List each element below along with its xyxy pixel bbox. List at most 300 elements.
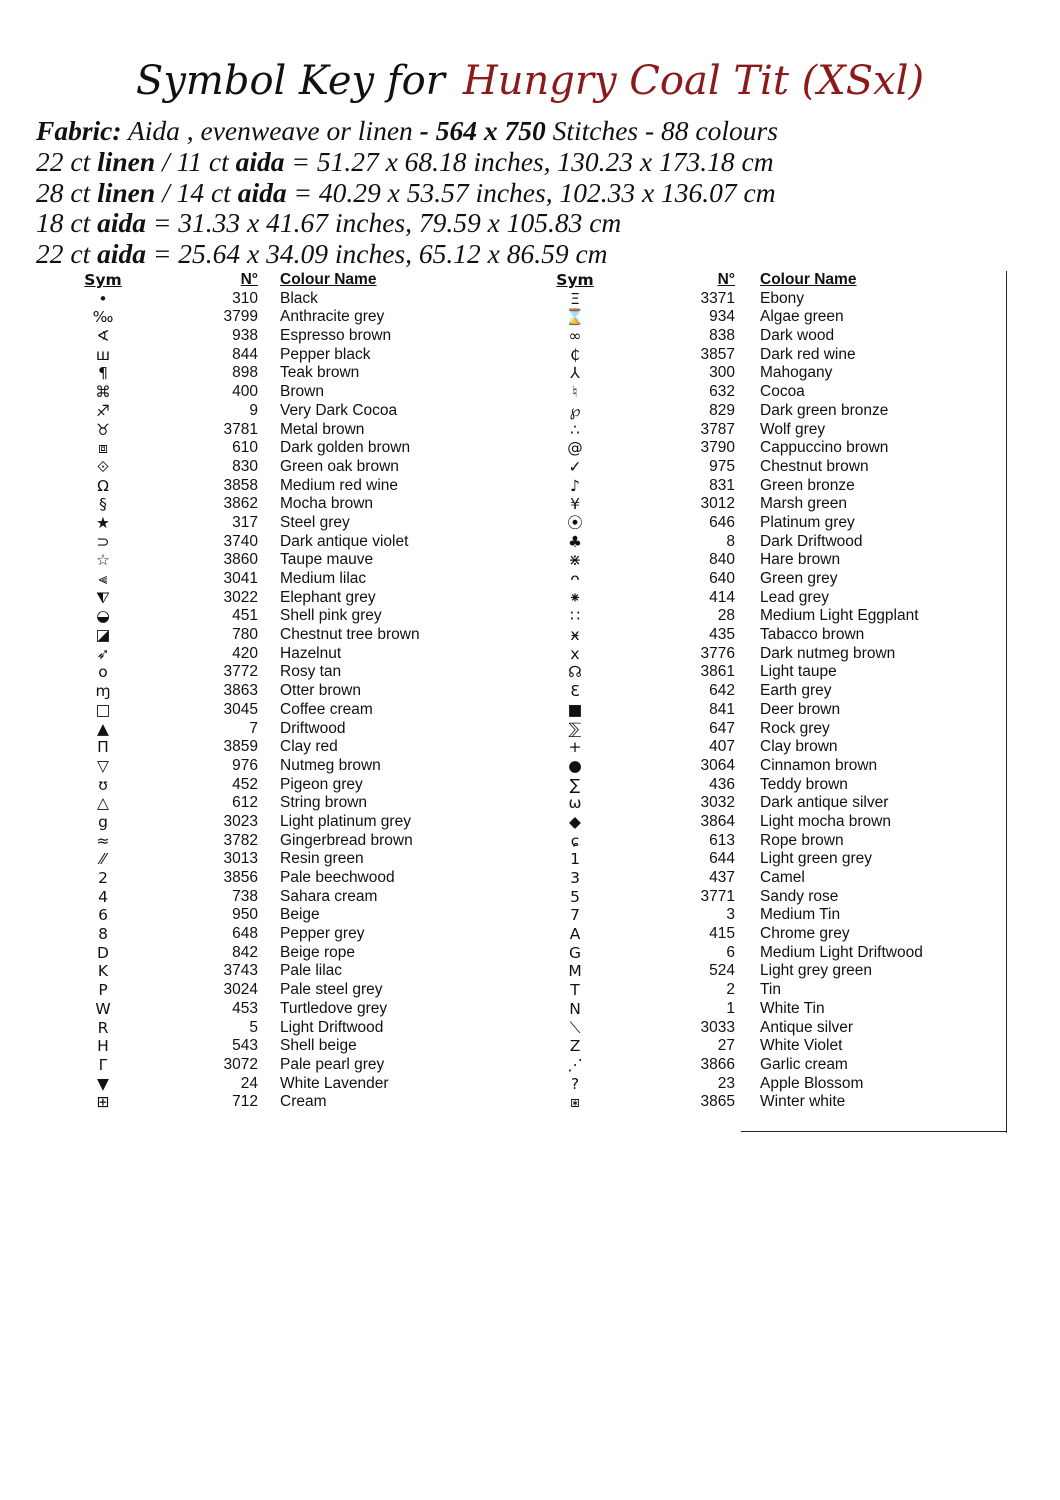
number-cell: 435 (709, 626, 735, 644)
table-row (500, 663, 1010, 682)
number-cell: 3064 (700, 756, 735, 774)
table-row (500, 925, 1010, 944)
symbol-cell: ⋰ (567, 1055, 583, 1074)
table-row (0, 495, 500, 514)
colour-name-cell: Dark wood (760, 327, 835, 345)
table-row (500, 645, 1010, 664)
colour-name-cell: Hazelnut (280, 644, 342, 662)
number-cell: 838 (709, 327, 735, 345)
symbol-cell: ⌛ (565, 308, 585, 327)
symbol-cell: ⟐ (96, 457, 110, 476)
table-row (500, 514, 1010, 533)
symbol-cell: ⧆ (570, 1093, 580, 1112)
number-cell: 524 (709, 962, 735, 980)
number-cell: 310 (232, 289, 258, 307)
fabric-label: Fabric: (36, 115, 122, 146)
number-cell: 3856 (223, 869, 258, 886)
number-cell: 317 (232, 513, 258, 531)
table-row (0, 402, 500, 421)
table-row (0, 776, 500, 795)
symbol-cell: g (98, 812, 108, 831)
colour-name-cell: Tin (760, 981, 781, 999)
colour-name-cell: Chrome grey (760, 925, 850, 943)
table-row (500, 720, 1010, 739)
size-count: 28 ct (36, 176, 98, 208)
table-row (500, 1056, 1010, 1075)
symbol-cell: ■ (567, 700, 583, 719)
number-cell: 3 (726, 906, 735, 924)
size-line (36, 208, 1046, 239)
size-fabric-2: aida (235, 145, 285, 177)
number-cell: 3861 (700, 663, 735, 681)
colour-name-cell: Clay brown (760, 738, 838, 756)
symbol-cell: ⌘ (95, 383, 111, 402)
colour-name-cell: Elephant grey (280, 588, 376, 606)
number-cell: 3787 (700, 420, 735, 438)
symbol-cell: ⟍ (569, 1018, 581, 1037)
colour-name-cell: Espresso brown (280, 327, 392, 345)
number-cell: 831 (709, 476, 735, 494)
number-cell: 738 (232, 887, 258, 905)
number-cell: 632 (709, 383, 735, 401)
number-cell: 3072 (223, 1055, 258, 1073)
number-cell: 415 (709, 925, 735, 943)
table-row (500, 832, 1010, 851)
symbol-cell: ◒ (96, 607, 110, 626)
table-row (0, 1037, 500, 1056)
colour-name-cell: Pale steel grey (280, 981, 383, 999)
table-row (0, 458, 500, 477)
table-frame-bottom (741, 1131, 1007, 1132)
symbol-cell: ∑ (569, 775, 581, 794)
table-row (0, 832, 500, 851)
symbol-cell: Ɛ (570, 682, 580, 701)
table-row (0, 738, 500, 757)
size-count: 18 ct (36, 207, 98, 239)
size-dims: = 40.29 x 53.57 inches, 102.33 x 136.07 cm (286, 176, 776, 208)
symbol-cell: ♐ (96, 401, 110, 420)
symbol-cell: ℘ (569, 401, 581, 420)
colour-name-cell: Pepper grey (280, 925, 365, 943)
size-fabric: linen (97, 145, 156, 177)
number-cell: 543 (232, 1037, 258, 1055)
symbol-cell: Γ (98, 1055, 108, 1074)
number-cell: 28 (717, 607, 735, 625)
number-cell: 938 (232, 327, 258, 345)
symbol-cell: ∷ (570, 607, 580, 626)
number-cell: 3782 (223, 831, 258, 849)
number-cell: 436 (709, 775, 735, 793)
table-header (0, 271, 500, 290)
number-cell: 3858 (223, 476, 258, 494)
number-cell: 3013 (223, 850, 258, 868)
symbol-cell: ш (95, 345, 111, 364)
fabric-line (36, 116, 1046, 147)
number-cell: 437 (709, 869, 735, 886)
number-cell: 830 (232, 457, 258, 475)
symbol-cell: ♮ (572, 383, 578, 402)
symbol-cell: G (568, 943, 581, 962)
colour-name-cell: Medium Light Driftwood (760, 943, 923, 961)
colour-name-cell: Pepper black (280, 345, 371, 363)
table-row (0, 813, 500, 832)
symbol-cell: P (98, 981, 108, 1000)
symbol-cell: W (95, 999, 111, 1018)
colour-name-cell: Chestnut brown (760, 457, 869, 475)
table-row (500, 439, 1010, 458)
table-row (500, 290, 1010, 309)
colour-name-cell: Sahara cream (280, 887, 378, 905)
number-cell: 3012 (700, 495, 735, 513)
colour-name-cell: Light grey green (760, 962, 873, 980)
colour-name-cell: Rosy tan (280, 663, 342, 681)
symbol-cell: D (97, 943, 109, 962)
table-row (500, 308, 1010, 327)
symbol-cell: ⧈ (98, 439, 108, 458)
number-cell: 3771 (700, 887, 735, 905)
number-cell: 3032 (700, 794, 735, 812)
symbol-cell: + (568, 738, 582, 757)
size-fabric: aida (97, 207, 146, 239)
colour-name-cell: Dark antique violet (280, 532, 409, 550)
symbol-cell: ☆ (96, 551, 110, 570)
number-cell: 27 (717, 1037, 735, 1055)
number-cell: 3857 (700, 345, 735, 363)
symbol-cell: ✓ (568, 457, 582, 476)
symbol-cell: ▼ (97, 1074, 109, 1093)
symbol-cell: ₵ (570, 345, 580, 364)
table-row (0, 570, 500, 589)
colour-name-cell: Hare brown (760, 551, 841, 569)
number-cell: 642 (709, 682, 735, 700)
number-cell: 841 (709, 700, 735, 718)
table-row (500, 626, 1010, 645)
table-row (500, 402, 1010, 421)
colour-name-cell: Dark nutmeg brown (760, 644, 896, 662)
colour-name-cell: Dark golden brown (280, 439, 411, 457)
colour-name-cell: Clay red (280, 738, 338, 756)
table-row (500, 850, 1010, 869)
table-row (0, 308, 500, 327)
size-fabric: linen (97, 176, 156, 208)
colour-name-cell: Winter white (760, 1093, 846, 1111)
table-row (0, 327, 500, 346)
symbol-table-right (500, 271, 1010, 1112)
symbol-cell: ⋇ (568, 551, 582, 570)
number-cell: 3781 (223, 420, 258, 438)
symbol-cell: Ξ (570, 289, 580, 308)
symbol-cell: R (97, 1018, 109, 1037)
colour-name-cell: Turtledove grey (280, 999, 388, 1017)
colour-name-cell: Light platinum grey (280, 812, 411, 830)
number-cell: 3790 (700, 439, 735, 457)
number-cell: 3862 (223, 495, 258, 513)
symbol-cell: ⁕ (568, 588, 582, 607)
number-cell: 3772 (223, 663, 258, 681)
fabric-info (36, 116, 1046, 270)
table-row (0, 925, 500, 944)
table-row (500, 607, 1010, 626)
colour-name-cell: Anthracite grey (280, 308, 385, 326)
table-row (500, 1075, 1010, 1094)
colour-name-cell: Chestnut tree brown (280, 626, 420, 644)
table-row (500, 701, 1010, 720)
colour-name-cell: Cinnamon brown (760, 756, 878, 774)
number-cell: 9 (249, 401, 258, 419)
number-cell: 3023 (223, 812, 258, 830)
number-cell: 3041 (223, 570, 258, 587)
colour-name-cell: Steel grey (280, 513, 350, 531)
number-cell: 453 (232, 999, 258, 1017)
symbol-cell: ➶ (96, 644, 110, 663)
symbol-table-left (0, 271, 500, 1112)
table-row (500, 738, 1010, 757)
number-cell: 712 (232, 1093, 258, 1111)
size-line (36, 147, 1046, 178)
symbol-cell: 5 (570, 887, 580, 906)
rows-left (0, 290, 500, 1112)
symbol-cell: ? (570, 1074, 580, 1093)
symbol-cell: N (569, 999, 581, 1018)
table-row (500, 944, 1010, 963)
number-cell: 3863 (223, 682, 258, 700)
number-cell: 420 (232, 644, 258, 662)
colour-name-cell: Taupe mauve (280, 551, 374, 569)
symbol-cell: Π (97, 738, 109, 757)
symbol-cell: T (570, 981, 580, 1000)
table-row (0, 551, 500, 570)
number-cell: 898 (232, 364, 258, 382)
table-row (500, 364, 1010, 383)
symbol-cell: □ (95, 700, 111, 719)
colour-name-cell: String brown (280, 794, 368, 812)
colour-name-cell: Garlic cream (760, 1055, 848, 1073)
symbol-cell: ʊ (98, 775, 108, 794)
table-row (0, 757, 500, 776)
colour-name-cell: Lead grey (760, 588, 829, 606)
colour-name-cell: Earth grey (760, 682, 832, 700)
number-cell: 5 (249, 1018, 258, 1036)
table-row (500, 327, 1010, 346)
colour-name-cell: Platinum grey (760, 513, 855, 531)
symbol-cell: ∢ (96, 327, 110, 346)
colour-name-cell: Medium Light Eggplant (760, 607, 919, 625)
colour-name-cell: Shell pink grey (280, 607, 382, 625)
number-cell: 3866 (700, 1055, 735, 1073)
symbol-cell: ɱ (95, 682, 111, 701)
symbol-cell: ∴ (570, 420, 580, 439)
table-row (0, 477, 500, 496)
symbol-cell: o (98, 663, 108, 682)
colour-name-cell: Teak brown (280, 364, 360, 382)
number-cell: 8 (726, 532, 735, 550)
table-row (500, 776, 1010, 795)
table-row (0, 533, 500, 552)
table-row (0, 364, 500, 383)
symbol-cell: ⦿ (567, 513, 583, 532)
table-row (0, 981, 500, 1000)
title-prefix: Symbol Key for (135, 58, 445, 104)
number-cell: 950 (232, 906, 258, 924)
colour-name-cell: Ebony (760, 289, 804, 307)
number-cell: 780 (232, 626, 258, 644)
colour-name-cell: Resin green (280, 850, 364, 868)
stitch-dims: - 564 x 750 (419, 115, 546, 146)
header-colour-name: Colour Name (760, 271, 857, 288)
symbol-cell: ⅄ (570, 364, 580, 383)
table-row (500, 794, 1010, 813)
table-row (0, 1019, 500, 1038)
number-cell: 840 (709, 551, 735, 569)
symbol-cell: A (569, 925, 581, 944)
symbol-cell: @ (567, 439, 583, 458)
colour-name-cell: Rope brown (760, 831, 844, 849)
colour-name-cell: Mocha brown (280, 495, 374, 513)
pattern-name: Hungry Coal Tit (XSxl) (462, 58, 925, 104)
symbol-cell: ⅀ (568, 719, 582, 738)
colour-name-cell: White Lavender (280, 1074, 389, 1092)
table-row (500, 981, 1010, 1000)
table-row (500, 888, 1010, 907)
symbol-cell: ◆ (569, 812, 581, 831)
size-dims: = 25.64 x 34.09 inches, 65.12 x 86.59 cm (146, 238, 608, 270)
table-row (0, 888, 500, 907)
table-row (500, 570, 1010, 589)
colour-name-cell: Dark green bronze (760, 401, 889, 419)
number-cell: 647 (709, 719, 735, 737)
colour-name-cell: Apple Blossom (760, 1074, 864, 1092)
table-row (0, 962, 500, 981)
number-cell: 400 (232, 383, 258, 401)
number-cell: 3860 (223, 551, 258, 569)
symbol-cell: ¥ (570, 495, 580, 514)
colour-name-cell: Light Driftwood (280, 1018, 384, 1036)
table-row (500, 495, 1010, 514)
table-row (500, 682, 1010, 701)
symbol-cell: § (99, 495, 107, 514)
fabric-text: Aida , evenweave or linen (121, 115, 420, 146)
symbol-cell: 1 (570, 850, 580, 869)
symbol-cell: 2 (98, 869, 108, 887)
colour-name-cell: Cappuccino brown (760, 439, 889, 457)
symbol-cell: ᴖ (570, 570, 580, 588)
colour-name-cell: Coffee cream (280, 700, 373, 718)
table-row (0, 663, 500, 682)
symbol-cell: 3 (570, 869, 580, 887)
number-cell: 3859 (223, 738, 258, 756)
table-row (500, 589, 1010, 608)
table-row (500, 533, 1010, 552)
number-cell: 844 (232, 345, 258, 363)
colour-name-cell: Pale lilac (280, 962, 343, 980)
symbol-cell: ▽ (97, 756, 109, 775)
table-row (500, 551, 1010, 570)
symbol-cell: ★ (96, 513, 110, 532)
table-row (0, 421, 500, 440)
colour-name-cell: Light mocha brown (760, 812, 891, 830)
table-row (0, 720, 500, 739)
size-dims: = 51.27 x 68.18 inches, 130.23 x 173.18 cm (284, 145, 774, 177)
number-cell: 3743 (223, 962, 258, 980)
number-cell: 3371 (700, 289, 735, 307)
number-cell: 6 (726, 943, 735, 961)
number-cell: 3033 (700, 1018, 735, 1036)
symbol-cell: ⊃ (96, 532, 110, 551)
colour-name-cell: Wolf grey (760, 420, 826, 438)
colour-name-cell: Beige (280, 906, 320, 924)
colour-name-cell: Gingerbread brown (280, 831, 413, 849)
table-row (0, 346, 500, 365)
number-cell: 3864 (700, 812, 735, 830)
colour-name-cell: Driftwood (280, 719, 346, 737)
number-cell: 3024 (223, 981, 258, 999)
header-number: N° (717, 271, 735, 288)
stitch-rest: Stitches - 88 colours (545, 115, 778, 146)
colour-name-cell: Metal brown (280, 420, 365, 438)
number-cell: 2 (726, 981, 735, 999)
size-mid: / 14 ct (155, 176, 238, 208)
number-cell: 3865 (700, 1093, 735, 1111)
symbol-cell: ⊞ (96, 1093, 110, 1112)
symbol-cell: ♉ (96, 420, 110, 439)
colour-name-cell: Beige rope (280, 943, 355, 961)
colour-name-cell: Rock grey (760, 719, 830, 737)
colour-name-cell: Tabacco brown (760, 626, 865, 644)
colour-name-cell: Cocoa (760, 383, 805, 401)
symbol-cell: 4 (98, 887, 108, 906)
symbol-cell: ☊ (568, 663, 582, 682)
colour-name-cell: Deer brown (760, 700, 841, 718)
table-row (500, 346, 1010, 365)
number-cell: 451 (232, 607, 258, 625)
symbol-cell: x (570, 644, 580, 663)
colour-name-cell: Antique silver (760, 1018, 854, 1036)
symbol-cell: ω (568, 794, 582, 813)
table-frame-right (1006, 271, 1007, 1133)
symbol-cell: ӿ (570, 626, 580, 645)
symbol-cell: K (97, 962, 109, 981)
number-cell: 1 (726, 999, 735, 1017)
colour-name-cell: Camel (760, 869, 805, 886)
table-row (500, 383, 1010, 402)
number-cell: 842 (232, 943, 258, 961)
size-count: 22 ct (36, 145, 98, 177)
table-row (500, 1000, 1010, 1019)
colour-name-cell: White Violet (760, 1037, 843, 1055)
symbol-cell: ɕ (570, 831, 580, 850)
colour-name-cell: Mahogany (760, 364, 833, 382)
number-cell: 7 (249, 719, 258, 737)
colour-name-cell: Otter brown (280, 682, 361, 700)
number-cell: 3045 (223, 700, 258, 718)
table-row (0, 607, 500, 626)
symbol-cell: 8 (98, 925, 108, 944)
colour-name-cell: Light taupe (760, 663, 837, 681)
number-cell: 23 (717, 1074, 735, 1092)
number-cell: 976 (232, 756, 258, 774)
table-row (0, 944, 500, 963)
colour-name-cell: Very Dark Cocoa (280, 401, 398, 419)
symbol-cell: ¶ (98, 364, 108, 383)
number-cell: 648 (232, 925, 258, 943)
size-mid: / 11 ct (155, 145, 236, 177)
table-row (500, 757, 1010, 776)
table-row (0, 682, 500, 701)
number-cell: 829 (709, 401, 735, 419)
table-row (500, 1037, 1010, 1056)
colour-name-cell: Shell beige (280, 1037, 357, 1055)
symbol-cell: M (568, 962, 582, 981)
